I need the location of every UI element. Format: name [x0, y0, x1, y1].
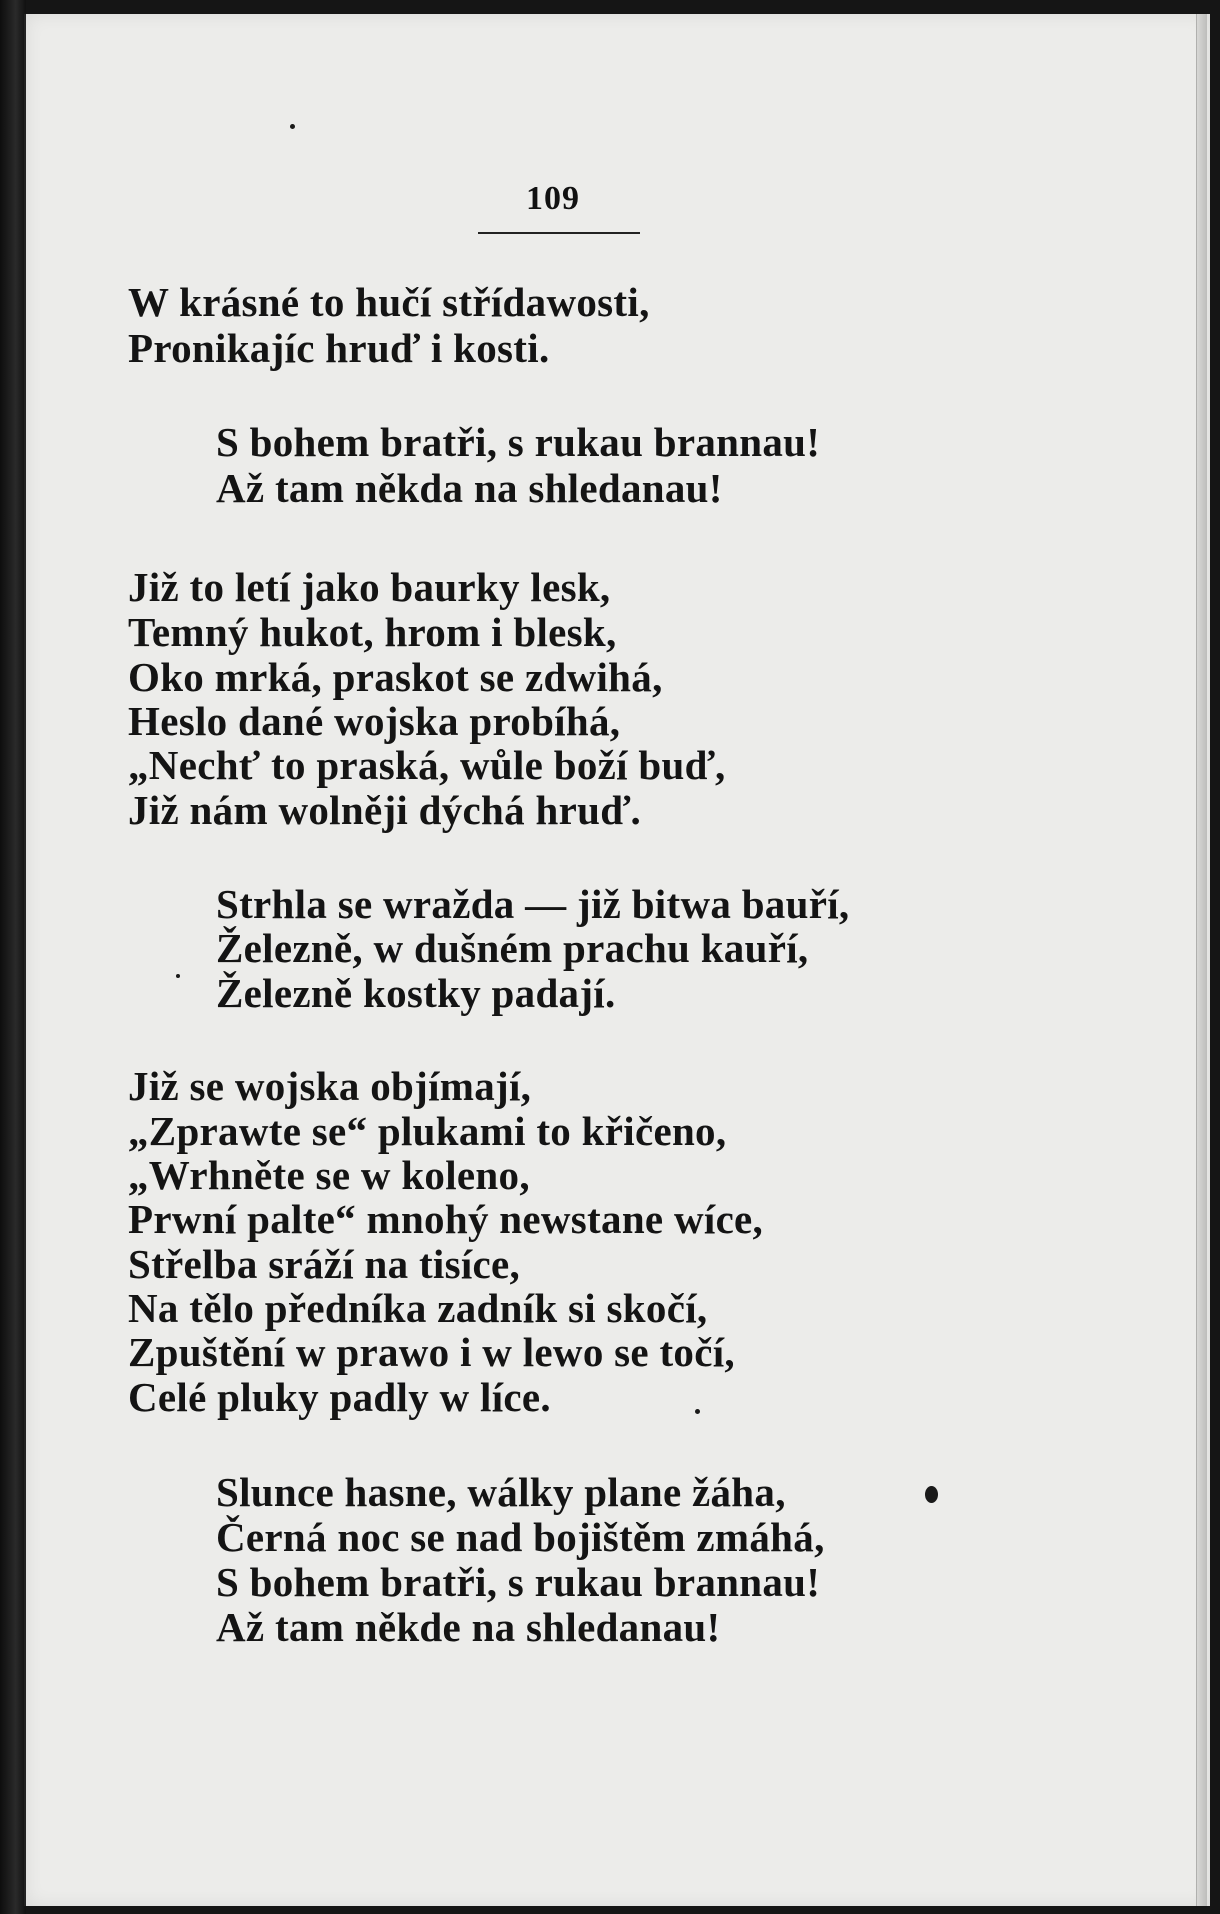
- ink-speck: [695, 1409, 700, 1414]
- poem-line: S bohem bratři, s rukau brannau!: [216, 1559, 821, 1605]
- ink-speck: [176, 974, 180, 978]
- poem-line: Heslo dané wojska probíhá,: [128, 698, 621, 744]
- poem-line: Strhla se wražda — již bitwa bauří,: [216, 881, 850, 927]
- poem-line: Již nám wolněji dýchá hruď.: [128, 787, 642, 833]
- poem-line: Až tam někde na shledanau!: [216, 1604, 721, 1650]
- poem-line: Střelba sráží na tisíce,: [128, 1241, 521, 1287]
- poem-line: Již to letí jako baurky lesk,: [128, 564, 611, 610]
- poem-line: „Zprawte se“ plukami to křičeno,: [128, 1108, 727, 1154]
- poem-line: S bohem bratři, s rukau brannau!: [216, 419, 821, 465]
- ink-blot: [925, 1486, 938, 1503]
- poem-line: Celé pluky padly w líce.: [128, 1374, 551, 1420]
- poem-line: Až tam někda na shledanau!: [216, 465, 723, 511]
- poem-line: Temný hukot, hrom i blesk,: [128, 609, 617, 655]
- poem-line: Zpuštění w prawo i w lewo se točí,: [128, 1329, 735, 1375]
- poem-line: „Wrhněte se w koleno,: [128, 1152, 530, 1198]
- poem-line: Černá noc se nad bojištěm zmáhá,: [216, 1514, 825, 1560]
- poem-line: Slunce hasne, wálky plane žáha,: [216, 1469, 786, 1515]
- poem-line: Železně kostky padají.: [216, 970, 616, 1016]
- ink-speck: [290, 124, 295, 129]
- page-number: 109: [526, 180, 580, 217]
- poem-line: Oko mrká, praskot se zdwihá,: [128, 654, 663, 700]
- poem-line: Pronikajíc hruď i kosti.: [128, 325, 550, 371]
- poem-line: Prwní palte“ mnohý newstane wíce,: [128, 1196, 764, 1242]
- poem-line: Na tělo předníka zadník si skočí,: [128, 1285, 708, 1331]
- poem-line: „Nechť to praská, wůle boží buď,: [128, 742, 726, 788]
- poem-line: Již se wojska objímají,: [128, 1063, 532, 1109]
- poem-line: W krásné to hučí střídawosti,: [128, 279, 650, 325]
- poem-line: Železně, w dušném prachu kauří,: [216, 925, 809, 971]
